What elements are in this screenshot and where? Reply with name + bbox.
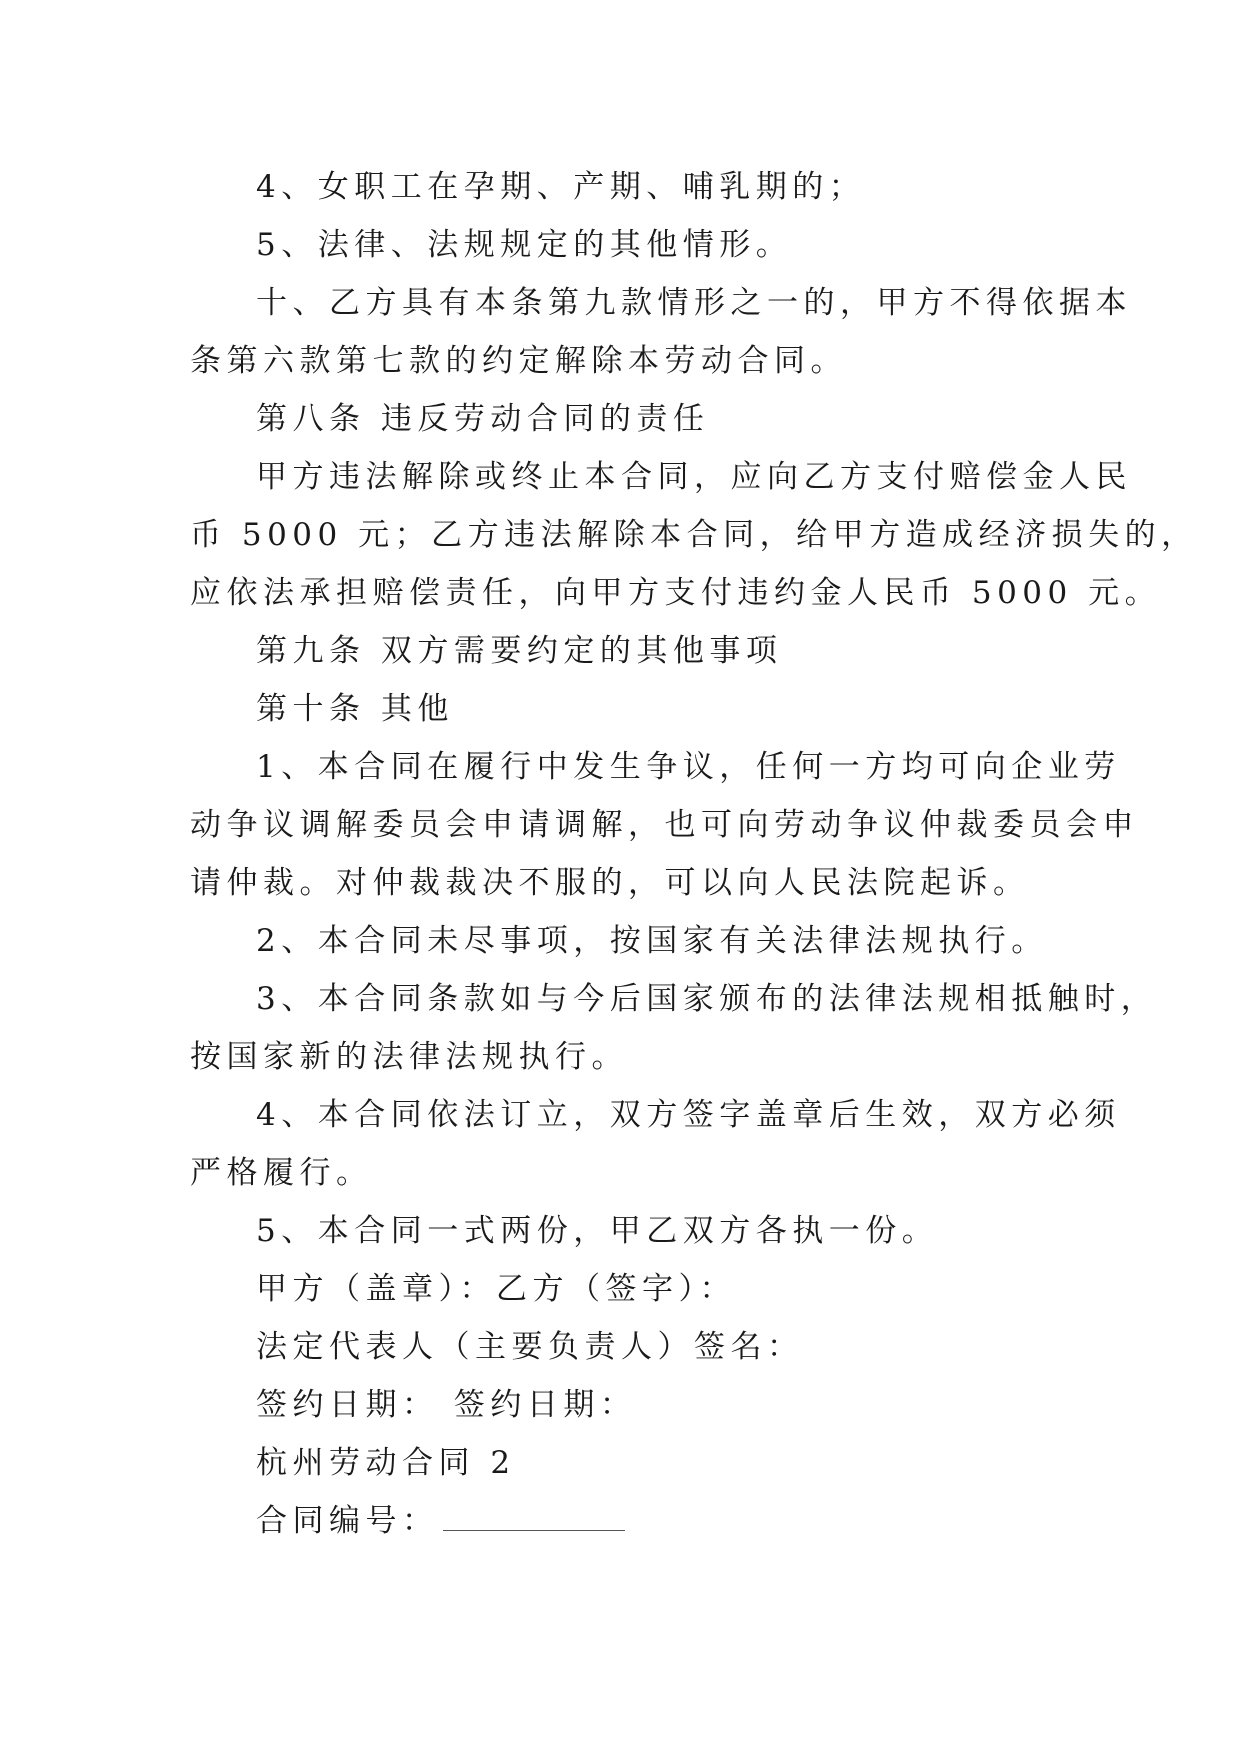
clause-ten-line-2: 条第六款第七款的约定解除本劳动合同。	[190, 343, 847, 379]
article-eight-heading: 第八条 违反劳动合同的责任	[256, 401, 710, 437]
other-item-2: 2、本合同未尽事项，按国家有关法律法规执行。	[256, 923, 1048, 959]
article-nine-heading: 第九条 双方需要约定的其他事项	[256, 633, 783, 669]
article-eight-line-1: 甲方违法解除或终止本合同，应向乙方支付赔偿金人民	[256, 459, 1132, 495]
article-eight-line-3: 应依法承担赔偿责任，向甲方支付违约金人民币 5000 元。	[190, 575, 1162, 611]
signature-parties: 甲方（盖章）：乙方（签字）：	[256, 1271, 736, 1307]
second-contract-title: 杭州劳动合同 2	[256, 1445, 516, 1481]
signing-dates: 签约日期： 签约日期：	[256, 1387, 637, 1423]
other-item-4-line-1: 4、本合同依法订立，双方签字盖章后生效，双方必须	[256, 1097, 1121, 1133]
contract-number-label: 合同编号：	[256, 1503, 439, 1539]
other-item-1-line-1: 1、本合同在履行中发生争议，任何一方均可向企业劳	[256, 749, 1121, 785]
clause-item-5: 5、法律、法规规定的其他情形。	[256, 227, 793, 263]
other-item-3-line-1: 3、本合同条款如与今后国家颁布的法律法规相抵触时，	[256, 981, 1158, 1017]
article-eight-line-2: 币 5000 元；乙方违法解除本合同，给甲方造成经济损失的，	[190, 517, 1198, 553]
contract-number-blank	[443, 1528, 625, 1531]
article-ten-heading: 第十条 其他	[256, 691, 454, 727]
other-item-1-line-3: 请仲裁。对仲裁裁决不服的，可以向人民法院起诉。	[190, 865, 1030, 901]
contract-number-line	[256, 1501, 625, 1541]
clause-ten-line-1: 十、乙方具有本条第九款情形之一的，甲方不得依据本	[256, 285, 1132, 321]
other-item-5: 5、本合同一式两份，甲乙双方各执一份。	[256, 1213, 939, 1249]
other-item-4-line-2: 严格履行。	[190, 1155, 373, 1191]
other-item-3-line-2: 按国家新的法律法规执行。	[190, 1039, 628, 1075]
other-item-1-line-2: 动争议调解委员会申请调解，也可向劳动争议仲裁委员会申	[190, 807, 1139, 843]
clause-item-4: 4、女职工在孕期、产期、哺乳期的；	[256, 169, 866, 205]
legal-representative-signature: 法定代表人（主要负责人）签名：	[256, 1329, 804, 1365]
